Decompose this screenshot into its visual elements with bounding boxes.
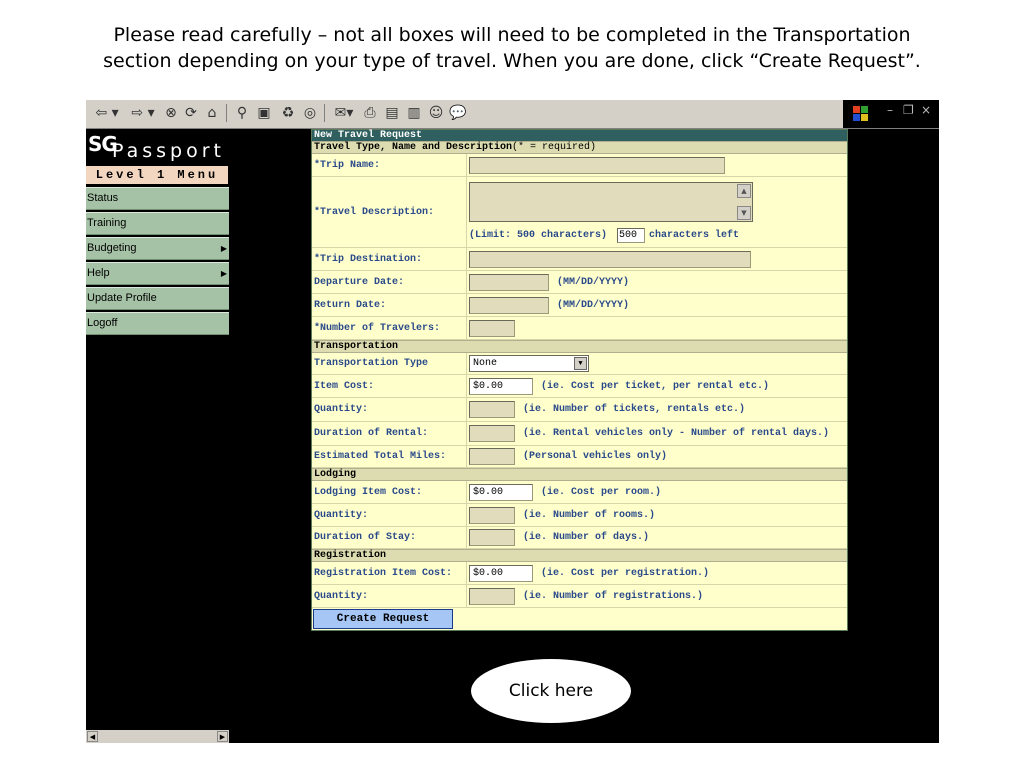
form-title: New Travel Request bbox=[312, 130, 847, 141]
return-date-label: Return Date: bbox=[312, 294, 467, 316]
menu-heading: Level 1 Menu bbox=[86, 166, 228, 184]
quantity-hint: (ie. Number of tickets, rentals etc.) bbox=[523, 404, 746, 415]
lodging-cost-hint: (ie. Cost per room.) bbox=[541, 486, 662, 498]
print-icon[interactable]: ⎙ bbox=[364, 105, 376, 121]
restore-icon[interactable]: ❐ bbox=[903, 103, 914, 117]
registration-quantity-label: Quantity: bbox=[312, 585, 467, 607]
lodging-quantity-hint: (ie. Number of rooms.) bbox=[523, 509, 656, 521]
transport-type-label: Transportation Type bbox=[312, 353, 467, 374]
edit-icon[interactable]: ▤ bbox=[385, 105, 399, 121]
create-request-button[interactable]: Create Request bbox=[313, 609, 453, 629]
rental-duration-label: Duration of Rental: bbox=[312, 422, 467, 445]
chars-left-hint: characters left bbox=[649, 229, 740, 241]
section-lodging: Lodging bbox=[312, 468, 847, 481]
scroll-up-icon[interactable]: ▲ bbox=[737, 184, 751, 198]
description-limit-hint: (Limit: 500 characters) bbox=[469, 229, 608, 241]
lodging-quantity-label: Quantity: bbox=[312, 504, 467, 526]
stay-duration-hint: (ie. Number of days.) bbox=[523, 532, 650, 543]
minimize-icon[interactable]: – bbox=[887, 103, 893, 117]
click-here-callout bbox=[470, 658, 632, 724]
favorites-icon[interactable]: ▣ bbox=[257, 105, 271, 121]
scroll-left-icon[interactable]: ◀ bbox=[87, 731, 98, 742]
sidebar-item-label: Training bbox=[87, 217, 127, 229]
home-icon[interactable]: ⌂ bbox=[207, 105, 217, 121]
balloon-icon[interactable]: 💬 bbox=[449, 105, 467, 121]
travelers-label: *Number of Travelers: bbox=[312, 317, 467, 339]
miles-label: Estimated Total Miles: bbox=[312, 446, 467, 467]
item-cost-hint: (ie. Cost per ticket, per rental etc.) bbox=[541, 380, 770, 392]
mail-icon[interactable]: ✉▾ bbox=[334, 105, 354, 121]
chat-icon[interactable]: ◎ bbox=[303, 105, 317, 121]
logo-sg: SG bbox=[88, 132, 117, 156]
departure-date-hint: (MM/DD/YYYY) bbox=[557, 276, 630, 288]
instructions-line-1: Please read carefully – not all boxes will need to be completed in the Transportation bbox=[113, 24, 911, 46]
registration-cost-input[interactable]: $0.00 bbox=[469, 565, 533, 582]
back-icon[interactable]: ⇦ ▾ bbox=[95, 105, 119, 121]
instructions-line-2: section depending on your type of travel. When you are done, click “Create Request”. bbox=[103, 50, 921, 72]
quantity-label: Quantity: bbox=[312, 398, 467, 421]
chevron-down-icon[interactable]: ▼ bbox=[574, 357, 587, 370]
scroll-down-icon[interactable]: ▼ bbox=[737, 206, 751, 220]
departure-date-label: Departure Date: bbox=[312, 271, 467, 293]
lodging-cost-input[interactable]: $0.00 bbox=[469, 484, 533, 501]
sidebar-item-label: Status bbox=[87, 192, 119, 204]
travel-description-label: *Travel Description: bbox=[312, 177, 467, 247]
return-date-hint: (MM/DD/YYYY) bbox=[557, 299, 630, 311]
transport-type-value: None bbox=[473, 358, 498, 369]
trip-destination-label: *Trip Destination: bbox=[312, 248, 467, 270]
discuss-icon[interactable]: ▥ bbox=[407, 105, 421, 121]
chars-left-counter: 500 bbox=[617, 228, 645, 243]
section-transportation: Transportation bbox=[312, 340, 847, 353]
callout-text: Click here bbox=[508, 681, 594, 701]
required-note: (* = required) bbox=[512, 142, 597, 153]
stop-icon[interactable]: ⊗ bbox=[165, 105, 177, 121]
rental-duration-hint: (ie. Rental vehicles only - Number of rental days.) bbox=[523, 428, 830, 439]
trip-name-label: *Trip Name: bbox=[312, 154, 467, 176]
registration-cost-hint: (ie. Cost per registration.) bbox=[541, 567, 710, 579]
section-registration: Registration bbox=[312, 549, 847, 562]
search-icon[interactable]: ⚲ bbox=[236, 105, 248, 121]
lodging-cost-label: Lodging Item Cost: bbox=[312, 481, 467, 503]
section-trip-title: Travel Type, Name and Description bbox=[314, 142, 513, 153]
close-icon[interactable]: × bbox=[921, 103, 932, 117]
item-cost-input[interactable]: $0.00 bbox=[469, 378, 533, 395]
sidebar-item-label: Update Profile bbox=[87, 292, 157, 304]
sidebar-item-label: Logoff bbox=[87, 317, 118, 329]
registration-quantity-hint: (ie. Number of registrations.) bbox=[523, 590, 704, 602]
sidebar-item-label: Budgeting bbox=[87, 242, 137, 254]
refresh-icon[interactable]: ⟳ bbox=[185, 105, 197, 121]
logo-passport: Passport bbox=[112, 140, 225, 162]
miles-hint: (Personal vehicles only) bbox=[523, 451, 668, 462]
submenu-arrow-icon: ▶ bbox=[220, 269, 227, 278]
scroll-right-icon[interactable]: ▶ bbox=[217, 731, 228, 742]
registration-cost-label: Registration Item Cost: bbox=[312, 562, 467, 584]
stay-duration-label: Duration of Stay: bbox=[312, 527, 467, 548]
history-icon[interactable]: ♻ bbox=[281, 105, 295, 121]
sidebar-item-label: Help bbox=[87, 267, 110, 279]
item-cost-label: Item Cost: bbox=[312, 375, 467, 397]
submenu-arrow-icon: ▶ bbox=[220, 244, 227, 253]
messenger-icon[interactable]: ☺ bbox=[428, 105, 444, 121]
forward-icon[interactable]: ⇨ ▾ bbox=[131, 105, 155, 121]
